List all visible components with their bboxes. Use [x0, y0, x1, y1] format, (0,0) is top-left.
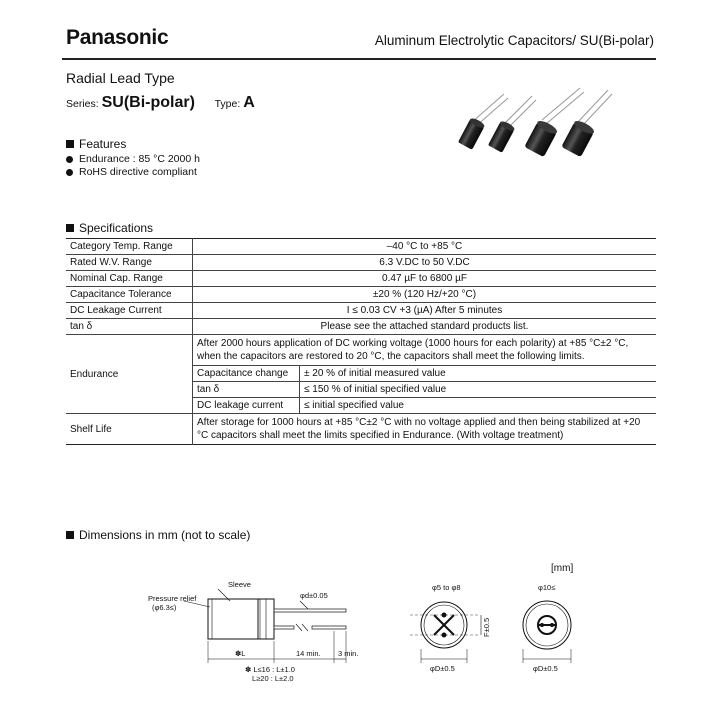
feature-item: RoHS directive compliant [66, 166, 197, 178]
endurance-item-value: ≤ initial specified value [300, 398, 657, 414]
label-note1: ✽ L≤16 : L±1.0 [245, 665, 295, 674]
header-divider [62, 58, 656, 60]
dimensions-heading: Dimensions in mm (not to scale) [66, 528, 250, 542]
endurance-row [66, 335, 656, 366]
spec-label: Category Temp. Range [66, 239, 193, 255]
capacitor-3 [524, 119, 558, 158]
endurance-item-name: tan δ [193, 382, 300, 398]
series-value: SU(Bi-polar) [101, 94, 195, 111]
bullet-icon [66, 156, 73, 163]
label-3min: 3 min. [338, 649, 359, 658]
spec-label: Capacitance Tolerance [66, 287, 193, 303]
endurance-label: Endurance [66, 335, 193, 414]
spec-value: Please see the attached standard products list. [193, 319, 657, 335]
spec-value: 0.47 µF to 6800 µF [193, 271, 657, 287]
dimension-drawing [140, 575, 610, 685]
spec-label: Nominal Cap. Range [66, 271, 193, 287]
table-row [66, 319, 656, 335]
specifications-heading: Specifications [66, 221, 153, 235]
table-row [66, 239, 656, 255]
end-view-small [410, 602, 481, 663]
series-label: Series: [66, 98, 99, 110]
label-pressure-relief: Pressure relief [148, 594, 197, 603]
end-view-large [523, 601, 571, 663]
endurance-item-value: ≤ 150 % of initial specified value [300, 382, 657, 398]
label-dia-d1: φD±0.5 [430, 664, 455, 673]
endurance-item-value: ± 20 % of initial measured value [300, 366, 657, 382]
table-row [66, 287, 656, 303]
brand-logo: Panasonic [66, 26, 169, 49]
type-value: A [243, 94, 255, 111]
lead-type-heading: Radial Lead Type [66, 70, 175, 86]
label-14min: 14 min. [296, 649, 321, 658]
table-row [66, 271, 656, 287]
spec-value: 6.3 V.DC to 50 V.DC [193, 255, 657, 271]
spec-label: DC Leakage Current [66, 303, 193, 319]
spec-value: ±20 % (120 Hz/+20 °C) [193, 287, 657, 303]
spec-label: Rated W.V. Range [66, 255, 193, 271]
spec-value: I ≤ 0.03 CV +3 (µA) After 5 minutes [193, 303, 657, 319]
label-sleeve: Sleeve [228, 580, 251, 589]
feature-item: Endurance : 85 °C 2000 h [66, 153, 200, 165]
shelf-life-label: Shelf Life [66, 414, 193, 445]
unit-label: [mm] [551, 563, 574, 574]
label-lead-dia: φd±0.05 [300, 591, 328, 600]
shelf-life-text: After storage for 1000 hours at +85 °C±2 °C with no voltage applied and then being stabilized at +20 °C capacitors shall meet the limits specified in Endurance. (With voltage treatment) [193, 414, 657, 445]
features-heading: Features [66, 137, 126, 151]
square-bullet-icon [66, 531, 74, 539]
specifications-table [66, 238, 656, 445]
capacitor-side-view [208, 599, 346, 639]
endurance-item-name: Capacitance change [193, 366, 300, 382]
document-title: Aluminum Electrolytic Capacitors/ SU(Bi-polar) [374, 33, 654, 48]
label-f-tolerance: F±0.5 [482, 617, 491, 637]
label-dia-10: φ10≤ [538, 583, 556, 592]
endurance-intro: After 2000 hours application of DC working voltage (1000 hours for each polarity) at +85 °C±2 °C, when the capacitors are restored to 20 °C, the capacitors shall meet the following limits. [193, 335, 657, 366]
table-row [66, 303, 656, 319]
endurance-item-name: DC leakage current [193, 398, 300, 414]
bullet-icon [66, 169, 73, 176]
series-line [66, 94, 255, 112]
label-pressure-relief-dia: (φ6.3≤) [152, 603, 177, 612]
capacitor-4 [561, 119, 595, 158]
table-row [66, 255, 656, 271]
square-bullet-icon [66, 224, 74, 232]
shelf-life-row [66, 414, 656, 445]
capacitor-photo [450, 86, 620, 166]
label-length: ✽L [235, 649, 246, 658]
square-bullet-icon [66, 140, 74, 148]
label-dia-range: φ5 to φ8 [432, 583, 461, 592]
label-dia-d2: φD±0.5 [533, 664, 558, 673]
spec-label: tan δ [66, 319, 193, 335]
label-note2: L≥20 : L±2.0 [252, 674, 294, 683]
type-label: Type: [214, 98, 241, 110]
spec-value: –40 °C to +85 °C [386, 241, 463, 252]
